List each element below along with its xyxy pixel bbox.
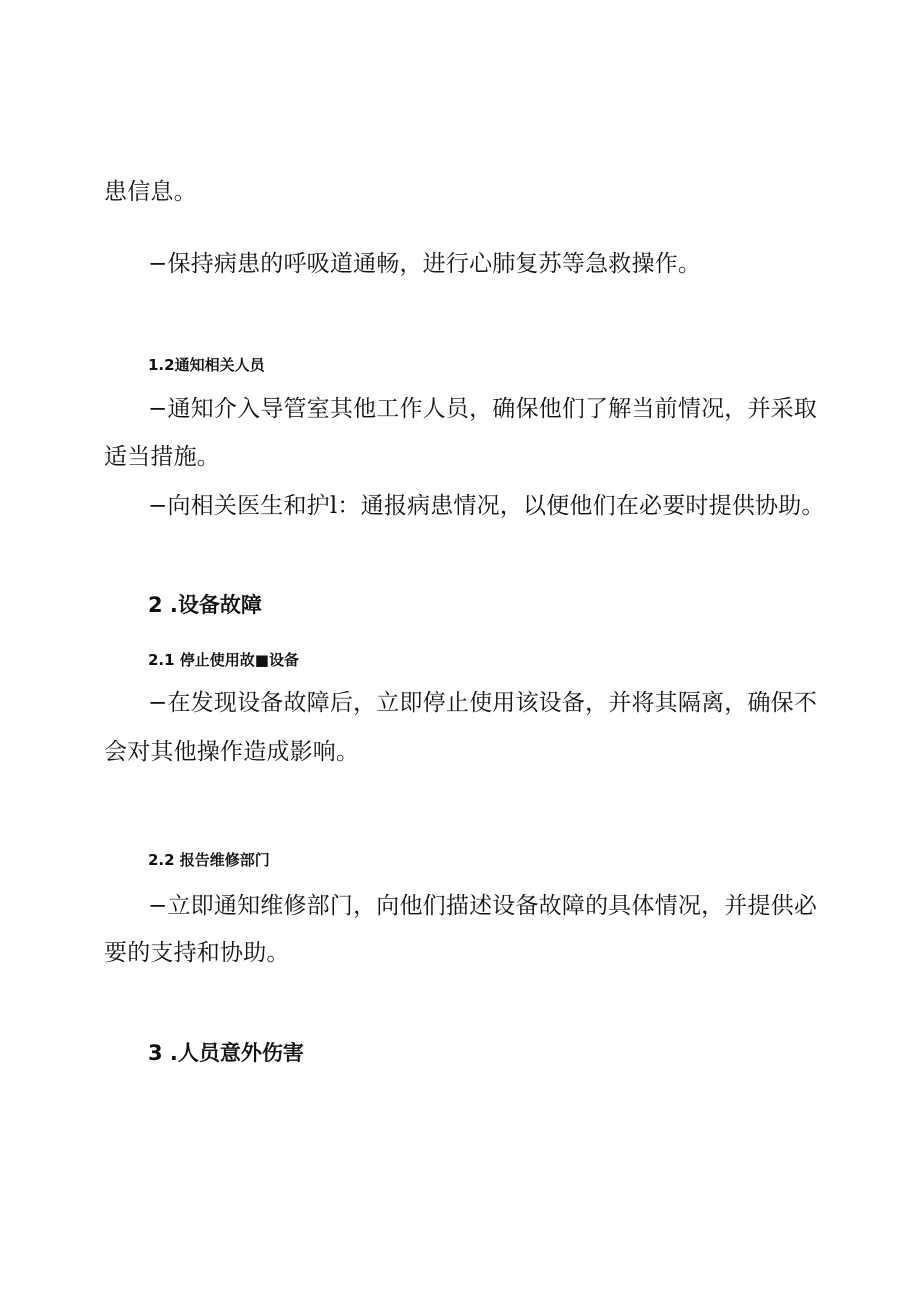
subsection-heading: 2.2 报告维修部门 xyxy=(148,851,270,869)
paragraph-line: −保持病患的呼吸道通畅，进行心肺复苏等急救操作。 xyxy=(148,251,702,277)
paragraph-line: −立即通知维修部门，向他们描述设备故障的具体情况，并提供必 xyxy=(148,893,818,919)
paragraph-line: 会对其他操作造成影响。 xyxy=(104,739,360,765)
subsection-heading: 2.1 停止使用故■设备 xyxy=(148,651,299,669)
paragraph-line: 适当措施。 xyxy=(104,444,220,470)
section-heading: 3 .人员意外伤害 xyxy=(148,1041,304,1065)
paragraph-line: −通知介入导管室其他工作人员，确保他们了解当前情况，并采取 xyxy=(148,396,818,422)
paragraph-line: −向相关医生和护l：通报病患情况，以便他们在必要时提供协助。 xyxy=(148,493,825,519)
paragraph-line: 要的支持和协助。 xyxy=(104,940,290,966)
subsection-heading: 1.2通知相关人员 xyxy=(148,356,265,374)
paragraph-line: 患信息。 xyxy=(104,179,197,205)
paragraph-line: −在发现设备故障后，立即停止使用该设备，并将其隔离，确保不 xyxy=(148,690,818,716)
section-heading: 2 .设备故障 xyxy=(148,593,262,617)
